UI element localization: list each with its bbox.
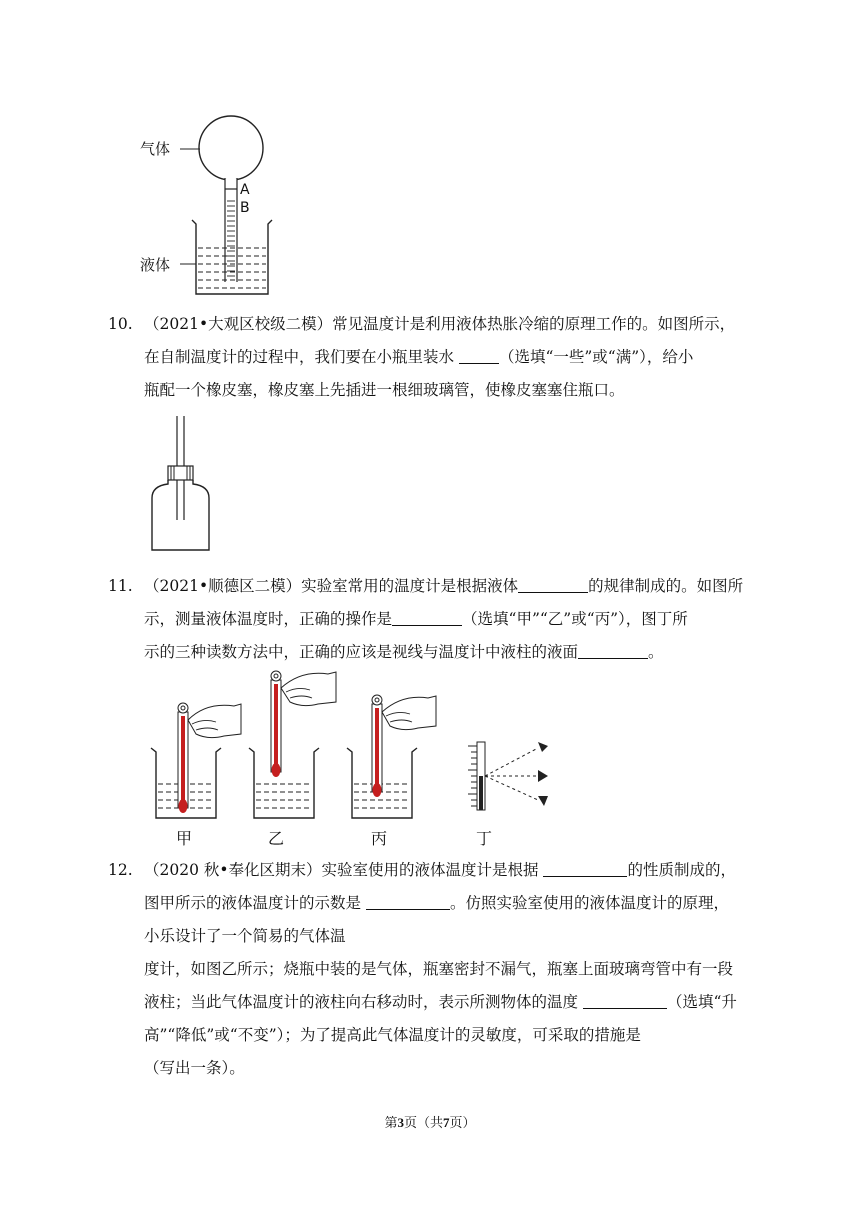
setup-jia: [151, 703, 241, 818]
question-10: 10. （2021•大观区校级二模）常见温度计是利用液体热胀冷缩的原理工作的。如图所示， 在自制温度计的过程中，我们要在小瓶里装水 （选填“一些”或“满”），给小 瓶配一个橡皮塞，橡皮塞上先插进一根细玻璃管，使橡皮塞塞住瓶口。: [108, 308, 748, 407]
point-b-label: B: [240, 200, 250, 216]
reading-methods: [468, 742, 548, 810]
bottle: [152, 480, 209, 550]
answer-blank[interactable]: [578, 643, 648, 660]
question-11: 11. （2021•顺德区二模）实验室常用的温度计是根据液体 的规律制成的。如图所 示，测量液体温度时，正确的操作是 （选填“甲”“乙”或“丙”），图丁所 示的三种读数方法中，正确的应该是视线与温度计中液柱的液面 。: [108, 570, 748, 669]
page-footer: 第3页（共7页）: [384, 1115, 476, 1131]
answer-blank[interactable]: [392, 610, 462, 627]
question-source: （2020 秋•奉化区期末）: [144, 861, 322, 879]
gas-bulb: [199, 116, 263, 180]
answer-blank[interactable]: [459, 348, 499, 365]
answer-blank[interactable]: [583, 993, 667, 1010]
eye-icon: [538, 742, 548, 752]
setup-bing: [347, 695, 436, 818]
caption-bing: 丙: [371, 829, 388, 848]
page-number: 3: [397, 1115, 404, 1130]
answer-blank[interactable]: [543, 861, 627, 878]
question-source: （2021•大观区校级二模）: [144, 315, 333, 333]
eye-icon: [538, 770, 548, 782]
gas-thermometer-figure: [140, 112, 280, 298]
answer-blank[interactable]: [366, 894, 450, 911]
question-number: 11.: [108, 577, 133, 595]
question-source: （2021•顺德区二模）: [144, 577, 302, 595]
caption-yi: 乙: [268, 829, 285, 848]
point-a-label: A: [240, 182, 250, 198]
caption-jia: 甲: [176, 829, 193, 848]
liquid-label: 液体: [140, 256, 171, 274]
eye-icon: [538, 796, 548, 806]
bottle-figure: [146, 416, 216, 556]
caption-ding: 丁: [476, 829, 493, 848]
total-pages: 7: [443, 1115, 450, 1130]
setup-yi: [249, 671, 336, 818]
question-number: 12.: [108, 861, 133, 879]
thermometer-usage-figure: [146, 668, 562, 848]
question-12: 12. （2020 秋•奉化区期末）实验室使用的液体温度计是根据 的性质制成的， 图甲所示的液体温度计的示数是 。仿照实验室使用的液体温度计的原理， 小乐设计了一个简易的气体温 度计，如图乙所示；烧瓶中装的是气体，瓶塞密封不漏气，瓶塞上面玻璃弯管中有一段 液柱；当此气体温度计的液柱向右移动时，表示所测物体的温度 （选填“升 高”“降低”或“不变”）；为了提高此气体温度计的灵敏度，可采取的措施是 （写出一条）。: [108, 854, 748, 1085]
question-number: 10.: [108, 315, 133, 333]
bulb-neck: [225, 179, 237, 189]
gas-label: 气体: [140, 140, 171, 158]
rubber-stopper: [168, 466, 193, 480]
answer-blank[interactable]: [518, 577, 588, 594]
